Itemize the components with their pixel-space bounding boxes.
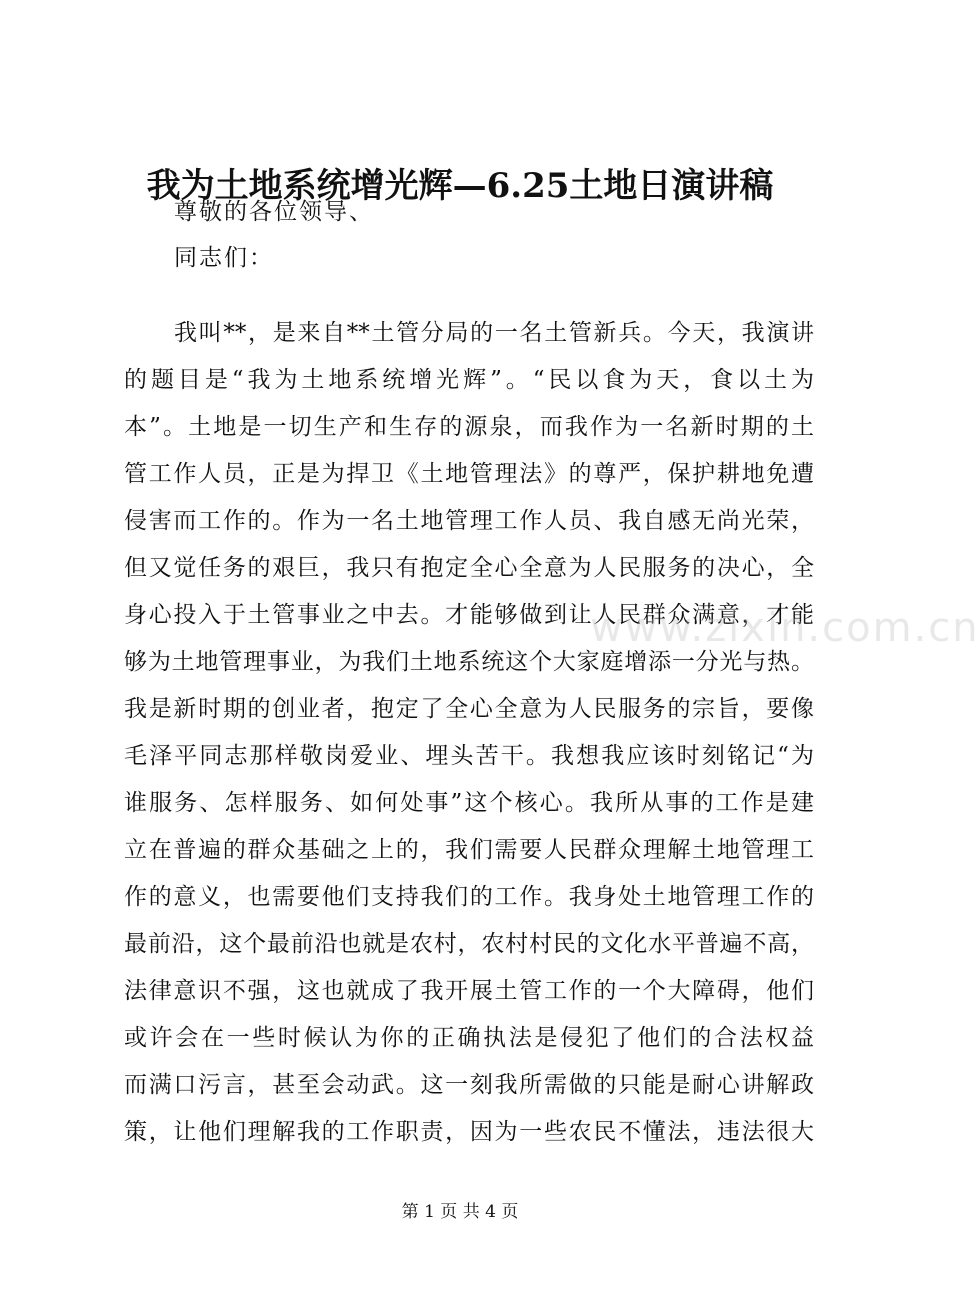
body-line: 我叫**，是来自**土管分局的一名土管新兵。今天，我演讲: [174, 320, 814, 346]
body-line: 管工作人员，正是为捍卫《土地管理法》的尊严，保护耕地免遭: [124, 461, 814, 487]
salutation-comrades: 同志们：: [174, 245, 274, 271]
body-line: 谁服务、怎样服务、如何处事”这个核心。我所从事的工作是建: [124, 790, 814, 816]
body-line: 的题目是“我为土地系统增光辉”。“民以食为天，食以土为: [124, 367, 814, 393]
body-line: 而满口污言，甚至会动武。这一刻我所需做的只能是耐心讲解政: [124, 1072, 814, 1098]
body-line: 本”。土地是一切生产和生存的源泉，而我作为一名新时期的土: [124, 414, 814, 440]
body-line: 够为土地管理事业，为我们土地系统这个大家庭增添一分光与热。: [124, 649, 814, 675]
body-line: 立在普遍的群众基础之上的，我们需要人民群众理解土地管理工: [124, 837, 814, 863]
body-line: 法律意识不强，这也就成了我开展土管工作的一个大障碍，他们: [124, 978, 814, 1004]
body-line: 最前沿，这个最前沿也就是农村，农村村民的文化水平普遍不高，: [124, 931, 814, 957]
page-number-footer: 第 1 页 共 4 页: [401, 1202, 519, 1222]
document-title: 我为土地系统增光辉—6.25土地日演讲稿: [146, 166, 774, 206]
speech-body: [124, 310, 814, 1156]
salutation-leaders: 尊敬的各位领导、: [174, 199, 374, 225]
body-line: 但又觉任务的艰巨，我只有抱定全心全意为人民服务的决心，全: [124, 555, 814, 581]
body-line: 毛泽平同志那样敬岗爱业、埋头苦干。我想我应该时刻铭记“为: [124, 743, 814, 769]
body-line: 身心投入于土管事业之中去。才能够做到让人民群众满意，才能: [124, 602, 814, 628]
body-line: 侵害而工作的。作为一名土地管理工作人员、我自感无尚光荣，: [124, 508, 814, 534]
body-line: 或许会在一些时候认为你的正确执法是侵犯了他们的合法权益: [124, 1025, 814, 1051]
body-line: 作的意义，也需要他们支持我们的工作。我身处土地管理工作的: [124, 884, 814, 910]
body-line: 策，让他们理解我的工作职责，因为一些农民不懂法，违法很大: [124, 1119, 814, 1145]
body-line: 我是新时期的创业者，抱定了全心全意为人民服务的宗旨，要像: [124, 696, 814, 722]
watermark: www.zixin.com.cn: [590, 605, 980, 651]
